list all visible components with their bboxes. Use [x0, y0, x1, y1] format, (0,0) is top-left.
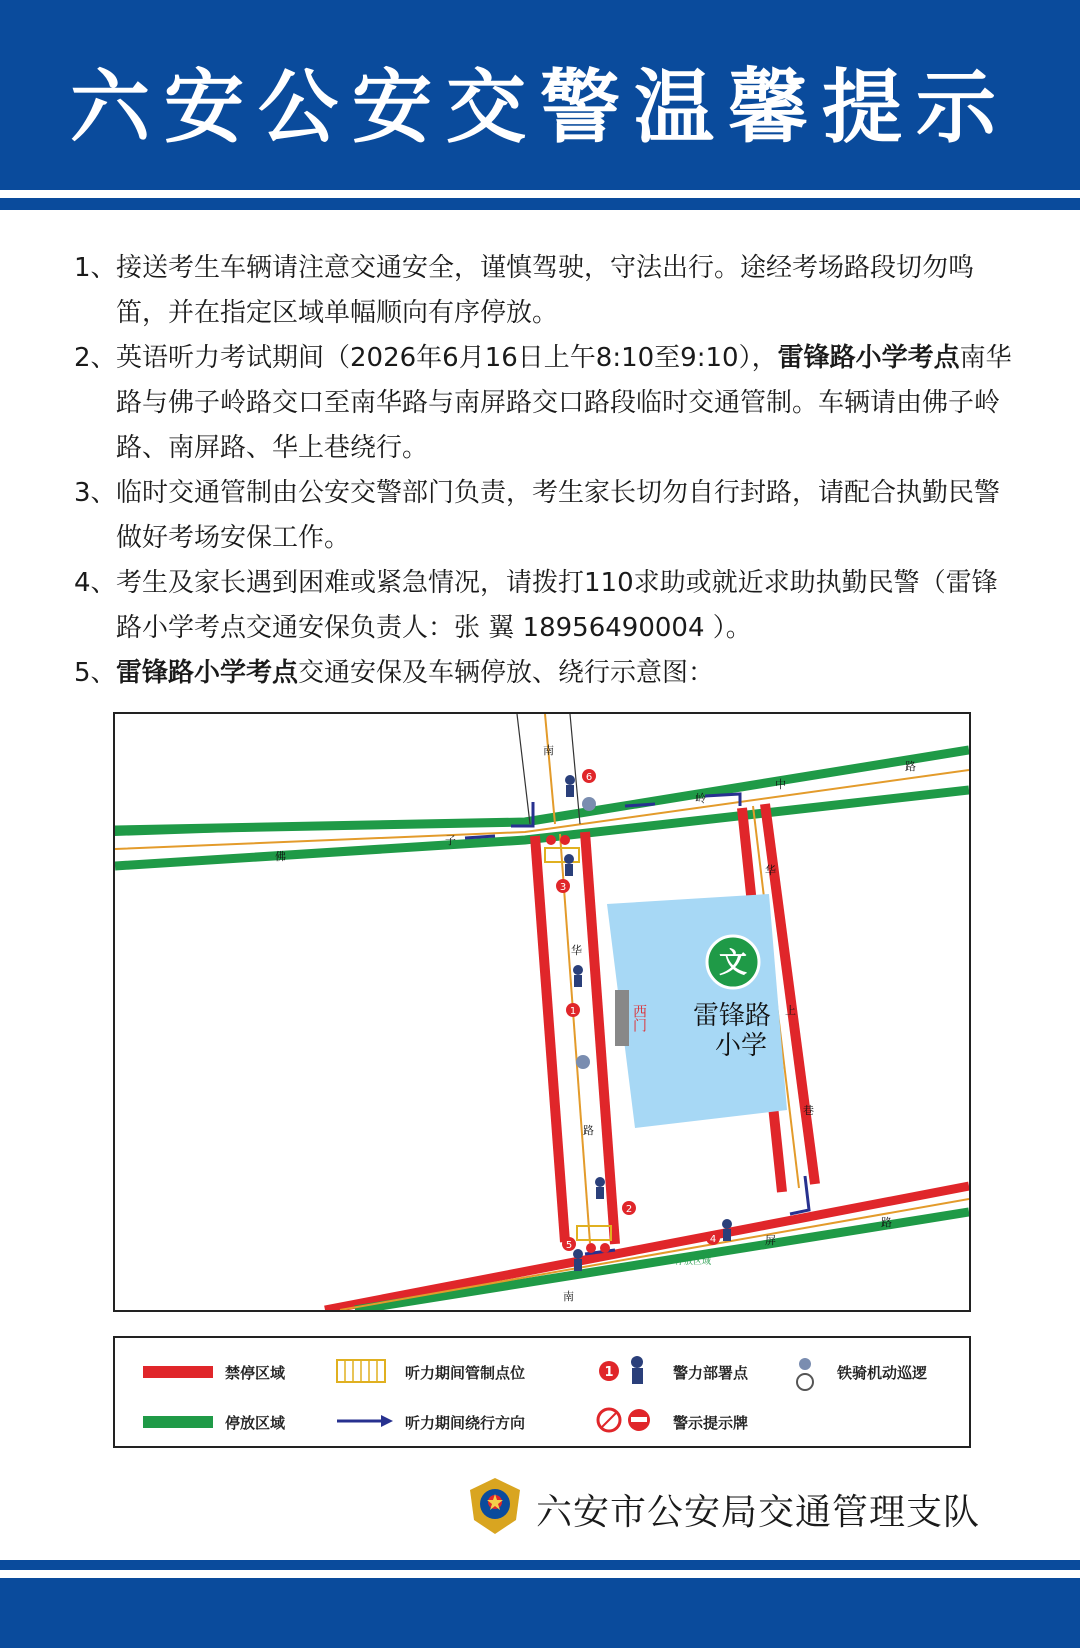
page-title: 六安公安交警温馨提示 — [70, 61, 1010, 154]
notice-number: 1、 — [74, 253, 117, 283]
legend-detour-arrow-head — [381, 1415, 393, 1427]
detour-arrow — [465, 836, 495, 838]
legend-svg — [115, 1338, 969, 1446]
legend-warning-sign-label: 警示提示牌 — [673, 1414, 749, 1432]
notice-number: 3、 — [74, 478, 117, 508]
warning-sign — [586, 1243, 596, 1253]
road-label-nanhua-3: 路 — [583, 1124, 594, 1137]
road-label-nanping-3: 路 — [881, 1216, 892, 1229]
legend-patrol-wheel — [797, 1374, 813, 1390]
police-post — [582, 769, 596, 783]
post-number: 4 — [709, 1234, 717, 1245]
map-legend — [113, 1336, 971, 1448]
header-divider — [0, 190, 1080, 198]
notice-text: 南华路与佛子岭路交口至南华路与南屏路交口路段临时交通管制。车辆请由佛子岭路、南屏路、华上巷绕行。 — [116, 343, 1012, 463]
warning-sign — [560, 835, 570, 845]
detour-arrow — [625, 804, 655, 806]
legend-police-body — [632, 1368, 643, 1384]
road-label-huashang-3: 巷 — [803, 1104, 814, 1117]
notice-item — [74, 471, 1014, 561]
west-gate-marker — [615, 990, 629, 1046]
police-post — [566, 1003, 580, 1017]
road-label-foziling-4: 中 — [775, 778, 786, 791]
post-number: 1 — [569, 1006, 577, 1017]
legend-patrol-label: 铁骑机动巡逻 — [837, 1364, 928, 1382]
road-label-nanping-2: 屏 — [765, 1234, 776, 1247]
west-gate-label: 西门 — [631, 1004, 647, 1032]
notice-item — [74, 336, 1014, 471]
notice-number: 2、 — [74, 343, 117, 373]
legend-control-point-bars — [345, 1360, 377, 1382]
notice-item — [74, 561, 1014, 651]
road-label-foziling-1: 佛 — [275, 850, 286, 863]
notice-text: 接送考生车辆请注意交通安全，谨慎驾驶，守法出行。途经考场路段切勿鸣笛，并在指定区域单幅顺向有序停放。 — [116, 253, 975, 328]
parking-strip-north — [115, 750, 969, 830]
agency-footer — [466, 1472, 1026, 1540]
warning-sign — [600, 1243, 610, 1253]
school-icon-char: 文 — [718, 946, 748, 979]
agency-name: 六安市公安局交通管理支队 — [536, 1492, 981, 1533]
road-label-nanping-1: 南 — [563, 1290, 574, 1303]
notice-text: 临时交通管制由公安交警部门负责，考生家长切勿自行封路，请配合执勤民警做好考场安保工作。 — [116, 478, 1001, 553]
road-edge — [517, 714, 580, 824]
legend-parking-swatch — [143, 1416, 213, 1428]
road-centerline — [545, 714, 555, 824]
header-stripe — [0, 198, 1080, 210]
notice-list — [74, 246, 1014, 696]
notice-text: 交通安保及车辆停放、绕行示意图： — [298, 658, 715, 688]
road-label-foziling-3: 岭 — [695, 792, 706, 805]
post-number: 3 — [559, 882, 567, 893]
footer-band — [0, 1578, 1080, 1648]
post-number: 2 — [625, 1204, 633, 1215]
warning-sign — [546, 835, 556, 845]
legend-no-parking-swatch — [143, 1366, 213, 1378]
detour-arrow — [790, 1176, 809, 1214]
police-post — [562, 1237, 576, 1251]
notice-emphasis: 雷锋路小学考点 — [777, 343, 960, 373]
control-point — [577, 1226, 611, 1240]
no-parking-strip-north — [325, 1186, 969, 1310]
notice-item — [74, 651, 1014, 696]
legend-police-post-label: 警力部署点 — [673, 1364, 749, 1382]
notice-number: 4、 — [74, 568, 117, 598]
zone-parking-label: 停放区域 — [675, 1257, 712, 1267]
legend-post-number: 1 — [604, 1365, 614, 1380]
legend-detour-label: 听力期间绕行方向 — [405, 1414, 526, 1432]
notice-text: 考生及家长遇到困难或紧急情况，请拨打110求助或就近求助执勤民警（雷锋路小学考点交通安保负责人：张 翼 18956490004 ）。 — [116, 568, 998, 643]
road-label-huashang-2: 上 — [785, 1004, 796, 1017]
notice-number: 5、 — [74, 658, 117, 688]
zone-no-parking-label: 禁停区域 — [655, 1227, 692, 1237]
footer-stripe — [0, 1560, 1080, 1570]
road-label-huashang-1: 华 — [765, 864, 776, 877]
road-label-nanhua-1: 南 — [543, 744, 554, 757]
legend-control-point-label: 听力期间管制点位 — [405, 1364, 526, 1382]
post-number: 6 — [585, 772, 593, 783]
legend-parking-label: 停放区域 — [225, 1414, 286, 1432]
legend-no-parking-label: 禁停区域 — [225, 1364, 286, 1382]
police-post — [622, 1201, 636, 1215]
map-svg — [115, 714, 969, 1310]
traffic-map — [113, 712, 971, 1312]
police-post — [556, 879, 570, 893]
road-centerline — [340, 1199, 969, 1310]
school-name-line2: 小学 — [715, 1031, 768, 1061]
road-label-nanhua-2: 华 — [571, 944, 582, 957]
notice-item — [74, 246, 1014, 336]
notice-text: 英语听力考试期间（2026年6月16日上午8:10至9:10）， — [116, 343, 778, 373]
legend-patrol-icon — [799, 1358, 811, 1370]
no-parking-strip-west — [535, 836, 565, 1242]
police-post — [706, 1231, 720, 1245]
legend-police-icon — [631, 1356, 643, 1368]
police-emblem-icon — [466, 1476, 524, 1536]
legend-no-entry-bar — [631, 1417, 647, 1422]
school-name-line1: 雷锋路 — [693, 1001, 772, 1031]
road-label-foziling-2: 子 — [445, 834, 456, 847]
road-label-foziling-5: 路 — [905, 760, 916, 773]
notice-emphasis: 雷锋路小学考点 — [116, 658, 299, 688]
post-number: 5 — [565, 1240, 573, 1251]
